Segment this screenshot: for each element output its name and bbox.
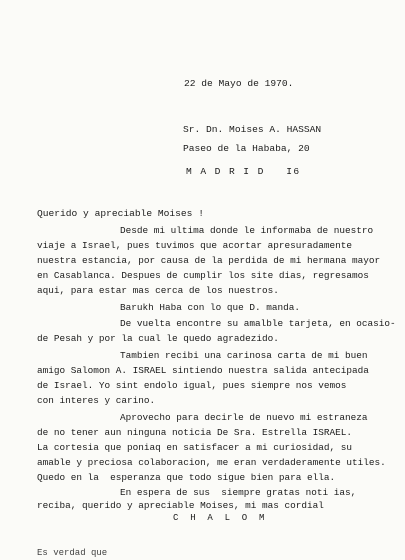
body-line: Quedo en la esperanza que todo sigue bien para ella.: [37, 472, 336, 483]
body-line: de no tener aun ninguna noticia De Sra. Estrella ISRAEL.: [37, 427, 353, 438]
body-line: aqui, para estar mas cerca de los nuestros.: [37, 285, 279, 296]
body-line: De vuelta encontre su amalble tarjeta, en ocasio-: [120, 318, 396, 329]
body-line: viaje a Israel, pues tuvimos que acortar apresuradamente: [37, 240, 353, 251]
body-line: amigo Salomon A. ISRAEL sintiendo nuestra salida antecipada: [37, 365, 369, 376]
body-line: amable y preciosa colaboracion, me eran verdaderamente utiles.: [37, 457, 386, 468]
recipient-city: M A D R I D I6: [186, 166, 301, 177]
body-line: con interes y carino.: [37, 395, 156, 406]
closing: C H A L O M: [173, 513, 268, 523]
body-line: Aprovecho para decirle de nuevo mi estraneza: [120, 412, 368, 423]
salutation: Querido y apreciable Moises !: [37, 208, 204, 219]
body-line: de Israel. Yo sint endolo igual, pues siempre nos vemos: [37, 380, 347, 391]
body-line: de Pesah y por la cual le quedo agradezido.: [37, 333, 279, 344]
body-line: reciba, querido y apreciable Moises, mi mas cordial: [37, 500, 324, 511]
body-line: En espera de sus siempre gratas noti ias,: [120, 487, 357, 498]
body-line: en Casablanca. Despues de cumplir los site dias, regresamos: [37, 270, 369, 281]
body-line: nuestra estancia, por causa de la perdida de mi hermana mayor: [37, 255, 381, 266]
recipient-address: Paseo de la Hababa, 20: [183, 143, 310, 154]
body-line: Desde mi ultima donde le informaba de nuestro: [120, 225, 374, 236]
letter-date: 22 de Mayo de 1970.: [184, 78, 294, 89]
postscript: Es verdad que: [37, 548, 108, 558]
body-line: Tambien recibi una carinosa carta de mi buen: [120, 350, 368, 361]
recipient-name: Sr. Dn. Moises A. HASSAN: [183, 124, 322, 135]
body-line: La cortesia que poniaq en satisfacer a mi curiosidad, su: [37, 442, 353, 453]
body-line: Barukh Haba con lo que D. manda.: [120, 302, 301, 313]
